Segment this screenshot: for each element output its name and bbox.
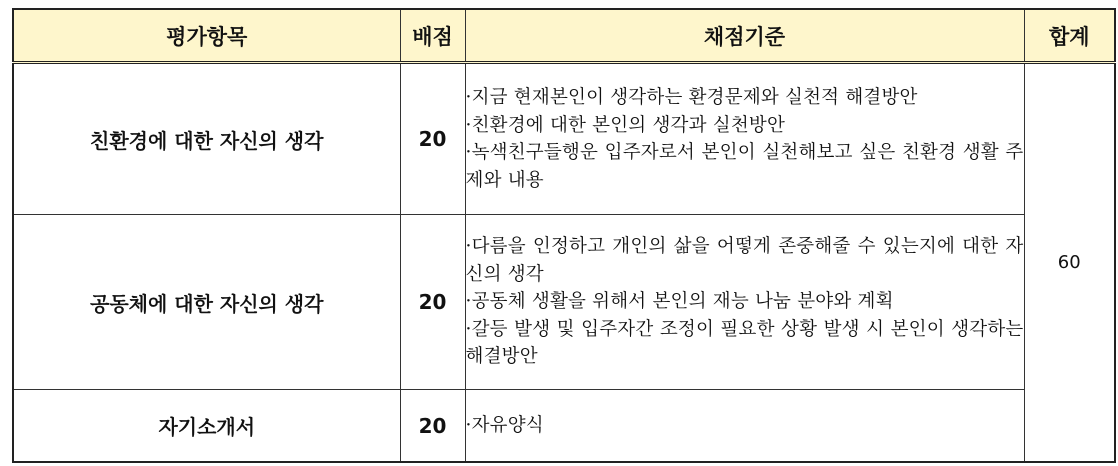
row-criteria xyxy=(465,215,1024,390)
row-criteria xyxy=(465,390,1024,463)
header-criteria: 채점기준 xyxy=(465,9,1024,63)
total-score: 60 xyxy=(1024,63,1115,463)
criteria-line: ·자유양식 xyxy=(465,414,544,436)
header-score: 배점 xyxy=(400,9,465,63)
header-total: 합계 xyxy=(1024,9,1115,63)
row-item-label: 자기소개서 xyxy=(13,390,400,463)
row-score: 20 xyxy=(400,63,465,215)
row-criteria xyxy=(465,63,1024,215)
header-row xyxy=(13,9,1115,63)
criteria-line: ·공동체 생활을 위해서 본인의 재능 나눔 분야와 계획 xyxy=(465,291,894,313)
row-score: 20 xyxy=(400,390,465,463)
row-score: 20 xyxy=(400,215,465,390)
criteria-line: ·친환경에 대한 본인의 생각과 실천방안 xyxy=(465,114,786,136)
row-item-label: 공동체에 대한 자신의 생각 xyxy=(13,215,400,390)
table-row xyxy=(13,215,1115,390)
criteria-line: ·지금 현재본인이 생각하는 환경문제와 실천적 해결방안 xyxy=(465,87,918,108)
criteria-line: ·녹색친구들행운 입주자로서 본인이 실천해보고 싶은 친환경 생활 주제와 내용 xyxy=(465,142,1024,191)
criteria-line: ·갈등 발생 및 입주자간 조정이 필요한 상황 발생 시 본인이 생각하는 해결방안 xyxy=(465,318,1024,368)
criteria-line: ·다름을 인정하고 개인의 삶을 어떻게 존중해줄 수 있는지에 대한 자신의 생각 xyxy=(465,236,1024,285)
header-item: 평가항목 xyxy=(13,9,400,63)
table-row xyxy=(13,390,1115,463)
row-item-label: 친환경에 대한 자신의 생각 xyxy=(13,63,400,215)
table-row xyxy=(13,63,1115,215)
evaluation-table-container xyxy=(12,8,1116,463)
evaluation-criteria-table xyxy=(12,8,1116,463)
